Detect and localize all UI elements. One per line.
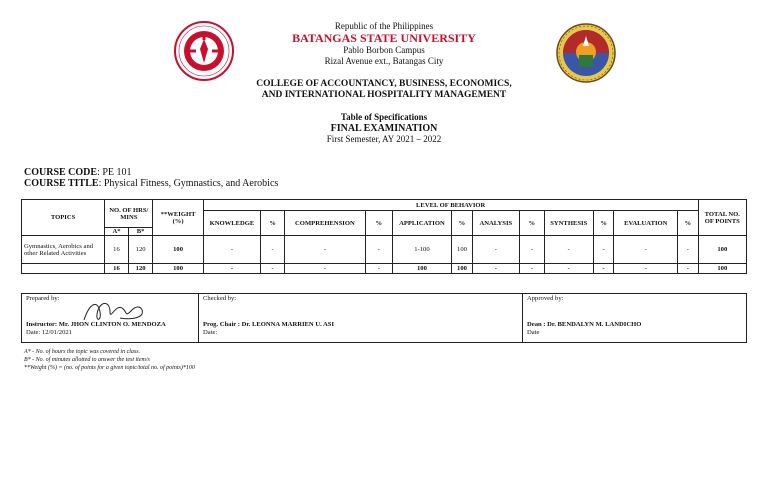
a-cell: 16 bbox=[105, 236, 129, 264]
application-pct-header: % bbox=[452, 211, 473, 236]
totals-knowledge-cell: - bbox=[203, 264, 261, 274]
course-code-value: : PE 101 bbox=[97, 167, 132, 178]
university-name: BATANGAS STATE UNIVERSITY bbox=[292, 31, 476, 45]
course-code bbox=[24, 167, 132, 178]
totals-application-pct-cell: 100 bbox=[452, 264, 473, 274]
knowledge-header: KNOWLEDGE bbox=[203, 211, 261, 236]
totals-evaluation-cell: - bbox=[614, 264, 678, 274]
totals-row bbox=[22, 264, 747, 274]
course-title-value: : Physical Fitness, Gymnastics, and Aerobics bbox=[98, 178, 279, 189]
total-points-header: TOTAL NO. OF POINTS bbox=[698, 200, 746, 236]
totals-synthesis-pct-cell: - bbox=[593, 264, 614, 274]
hours-header: NO. OF HRS/ MINS bbox=[105, 200, 153, 228]
totals-evaluation-pct-cell: - bbox=[678, 264, 699, 274]
analysis-header: ANALYSIS bbox=[472, 211, 519, 236]
comprehension-header: COMPREHENSION bbox=[284, 211, 365, 236]
table-row bbox=[22, 236, 747, 264]
a-header: A* bbox=[105, 228, 129, 236]
evaluation-pct-cell: - bbox=[678, 236, 699, 264]
synthesis-pct-cell: - bbox=[593, 236, 614, 264]
address-label: Rizal Avenue ext., Batangas City bbox=[324, 56, 444, 66]
totals-weight-cell: 100 bbox=[153, 264, 203, 274]
b-cell: 120 bbox=[128, 236, 153, 264]
totals-application-cell: 100 bbox=[392, 264, 452, 274]
synthesis-pct-header: % bbox=[593, 211, 614, 236]
synthesis-header: SYNTHESIS bbox=[544, 211, 593, 236]
checked-by-label: Checked by: bbox=[203, 295, 237, 302]
footnote-b: B* - No. of minutes allotted to answer the test item/s bbox=[24, 357, 150, 363]
knowledge-pct-cell: - bbox=[261, 236, 285, 264]
application-header: APPLICATION bbox=[392, 211, 452, 236]
college-name-line1: COLLEGE OF ACCOUNTANCY, BUSINESS, ECONOMICS, bbox=[256, 79, 512, 89]
analysis-cell: - bbox=[472, 236, 519, 264]
totals-analysis-cell: - bbox=[472, 264, 519, 274]
checked-by-name: Prog. Chair : Dr. LEONNA MARRIEN U. ASI bbox=[203, 321, 335, 328]
prepared-by-box bbox=[21, 293, 199, 343]
checked-by-date: Date: bbox=[203, 329, 218, 336]
knowledge-pct-header: % bbox=[261, 211, 285, 236]
approved-by-box bbox=[522, 293, 747, 343]
totals-comprehension-pct-cell: - bbox=[365, 264, 392, 274]
approved-by-label: Approved by: bbox=[527, 295, 564, 302]
comprehension-pct-cell: - bbox=[365, 236, 392, 264]
totals-b-cell: 120 bbox=[128, 264, 153, 274]
synthesis-cell: - bbox=[544, 236, 593, 264]
evaluation-header: EVALUATION bbox=[614, 211, 678, 236]
exam-title: FINAL EXAMINATION bbox=[330, 123, 438, 134]
b-header: B* bbox=[128, 228, 153, 236]
document-title: Table of Specifications bbox=[340, 112, 428, 122]
totals-comprehension-cell: - bbox=[284, 264, 365, 274]
application-cell: 1-100 bbox=[392, 236, 452, 264]
topics-header: TOPICS bbox=[22, 200, 105, 236]
application-pct-cell: 100 bbox=[452, 236, 473, 264]
totals-knowledge-pct-cell: - bbox=[261, 264, 285, 274]
evaluation-pct-header: % bbox=[678, 211, 699, 236]
checked-by-box bbox=[198, 293, 523, 343]
analysis-pct-header: % bbox=[519, 211, 544, 236]
specifications-table bbox=[21, 199, 747, 274]
analysis-pct-cell: - bbox=[519, 236, 544, 264]
comprehension-pct-header: % bbox=[365, 211, 392, 236]
approved-by-date: Date bbox=[527, 329, 540, 336]
course-title bbox=[24, 178, 278, 189]
evaluation-cell: - bbox=[614, 236, 678, 264]
campus-label: Pablo Borbon Campus bbox=[343, 45, 425, 55]
course-title-label: COURSE TITLE bbox=[24, 178, 99, 189]
totals-analysis-pct-cell: - bbox=[519, 264, 544, 274]
totals-label-cell bbox=[22, 264, 105, 274]
totals-total-cell: 100 bbox=[698, 264, 746, 274]
prepared-by-label: Prepared by: bbox=[26, 295, 60, 302]
approved-by-name: Dean : Dr. BENDALYN M. LANDICHO bbox=[527, 321, 642, 328]
topic-cell: Gymnastics, Aerobics and other Related Activities bbox=[22, 236, 105, 264]
prepared-by-date: Date: 12/01/2021 bbox=[26, 329, 72, 336]
country-label: Republic of the Philippines bbox=[334, 21, 434, 31]
totals-a-cell: 16 bbox=[105, 264, 129, 274]
footnote-a: A* - No. of hours the topic was covered in class. bbox=[24, 349, 141, 355]
total-cell: 100 bbox=[698, 236, 746, 264]
prepared-by-name: Instructor: Mr. JHON CLINTON O. MENDOZA bbox=[26, 321, 166, 328]
footnote-weight: **Weight (%) = (no. of points for a given topic/total no. of points)*100 bbox=[24, 365, 195, 371]
level-of-behavior-header: LEVEL OF BEHAVIOR bbox=[203, 200, 698, 211]
college-name-line2: AND INTERNATIONAL HOSPITALITY MANAGEMENT bbox=[261, 90, 507, 100]
knowledge-cell: - bbox=[203, 236, 261, 264]
comprehension-cell: - bbox=[284, 236, 365, 264]
weight-cell: 100 bbox=[153, 236, 203, 264]
course-code-label: COURSE CODE bbox=[24, 167, 98, 178]
term-label: First Semester, AY 2021 – 2022 bbox=[326, 134, 442, 144]
totals-synthesis-cell: - bbox=[544, 264, 593, 274]
weight-header: **WEIGHT (%) bbox=[153, 200, 203, 236]
